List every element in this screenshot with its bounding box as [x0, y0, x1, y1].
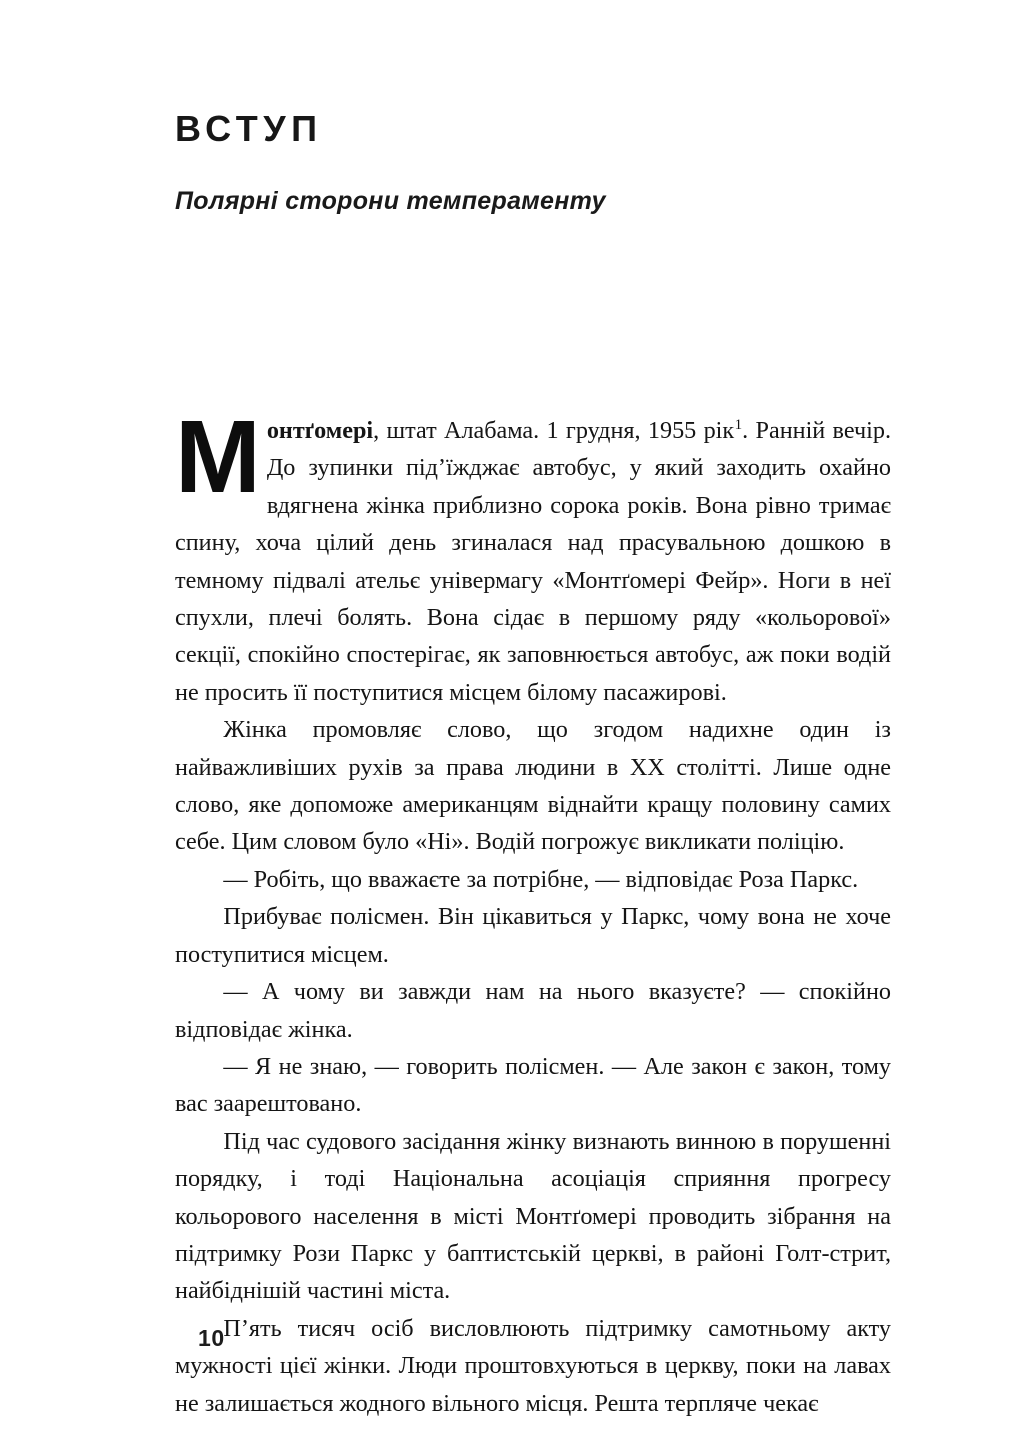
paragraph-6: — Я не знаю, — говорить полісмен. — Але закон є закон, тому вас заарештовано. [175, 1052, 891, 1118]
drop-cap: М [175, 399, 260, 514]
paragraph-1-before-footnote: , штат Алабама. 1 грудня, 1955 рік [373, 417, 735, 444]
paragraph-3: — Робіть, що вважаєте за потрібне, — відповідає Роза Паркс. [223, 865, 859, 893]
paragraph-8: П’ять тисяч осіб висловлюють підтримку самотньому акту мужності цієї жінки. Люди проштовхуються в церкву, поки на лавах не залишається жодного вільного місця. Решта терпляче чекає [175, 1314, 891, 1417]
lead-bold-text: онтґомері [266, 417, 374, 444]
paragraph-4: Прибуває полісмен. Він цікавиться у Паркс, чому вона не хоче поступитися місцем. [175, 903, 891, 968]
paragraph-2: Жінка промовляє слово, що згодом надихне один із найважливіших рухів за права людини в XX столітті. Лише одне слово, яке допоможе американцям віднайти кращу половину самих себе. Цим словом було «Ні». Водій погрожує викликати поліцію. [175, 716, 891, 856]
chapter-subtitle: Полярні сторони темпераменту [175, 186, 606, 215]
paragraph-1-after-footnote: . Ранній вечір. До зупинки під’їжджає автобус, у який заходить охайно вдягнена жінка приблизно сорока років. Вона рівно тримає спину, хоча цілий день згиналася над прасувальною дошкою в темному підвалі ательє універмагу «Монтґомері Фейр». Ноги в неї спухли, плечі болять. Вона сідає в першому ряду «кольорової» секції, спокійно спостерігає, як заповнюється автобус, аж поки водій не просить її поступитися місцем білому пасажирові. [175, 417, 891, 706]
footnote-reference[interactable]: 1 [734, 416, 743, 433]
page-title: ВСТУП [175, 108, 323, 149]
chapter-header [175, 110, 891, 216]
paragraph-5: — А чому ви завжди нам на нього вказуєте? — спокійно відповідає жінка. [175, 978, 891, 1043]
body-text [175, 399, 891, 1422]
paragraph-1 [175, 399, 891, 711]
paragraph-7: Під час судового засідання жінку визнають винною в порушенні порядку, і тоді Національна асоціація сприяння прогресу кольорового населення в місті Монтґомері проводить зібрання на підтримку Рози Паркс у баптистській церкві, в районі Голт-стрит, найбіднішій частині міста. [175, 1127, 891, 1305]
page-number: 10 [198, 1325, 225, 1351]
